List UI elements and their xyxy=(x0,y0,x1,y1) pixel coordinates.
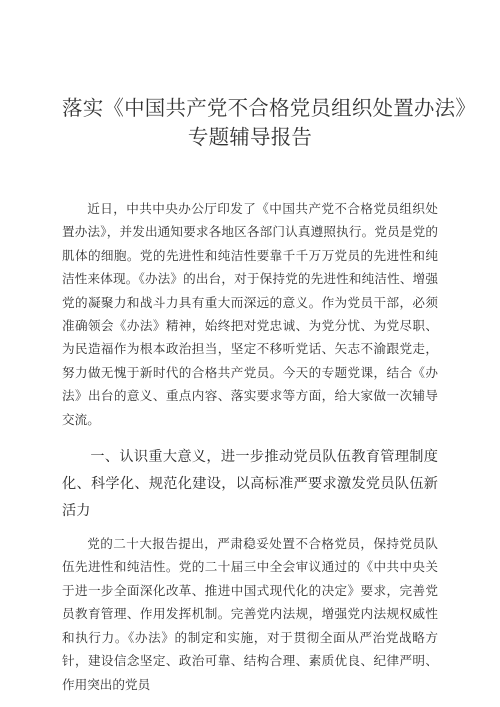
section-1-paragraph: 党的二十大报告提出，严肃稳妥处置不合格党员，保持党员队伍先进性和纯洁性。党的二十届三中全会审议通过的《中共中央关于进一步全面深化改革、推进中国式现代化的决定》要求，完善党员教育管理、作用发挥机制。完善党内法规，增强党内法规权威性和执行力。《办法》的制定和实施，对于贯彻全面从严治党战略方针，建设信念坚定、政治可靠、结构合理、素质优良、纪律严明、作用突出的党员 xyxy=(62,536,438,692)
section-1-heading: 一、认识重大意义，进一步推动党员队伍教育管理制度化、科学化、规范化建设，以高标准严要求激发党员队伍新活力 xyxy=(62,449,438,520)
intro-paragraph: 近日，中共中央办公厅印发了《中国共产党不合格党员组织处置办法》，并发出通知要求各地区各部门认真遵照执行。党员是党的肌体的细胞。党的先进性和纯洁性要靠千千万万党员的先进性和纯洁性来体现。《办法》的出台，对于保持党的先进性和纯洁性、增强党的凝聚力和战斗力具有重大而深远的意义。作为党员干部，必须准确领会《办法》精神，始终把对党忠诚、为党分忧、为党尽职、为民造福作为根本政治担当，坚定不移听党话、矢志不渝跟党走，努力做无愧于新时代的合格共产党员。今天的专题党课，结合《办法》出台的意义、重点内容、落实要求等方面，给大家做一次辅导交流。 xyxy=(62,201,438,427)
title-line-2: 专题辅导报告 xyxy=(187,125,313,149)
title-line-1: 落实《中国共产党不合格党员组织处置办法》 xyxy=(62,96,476,120)
document-title xyxy=(62,0,476,152)
